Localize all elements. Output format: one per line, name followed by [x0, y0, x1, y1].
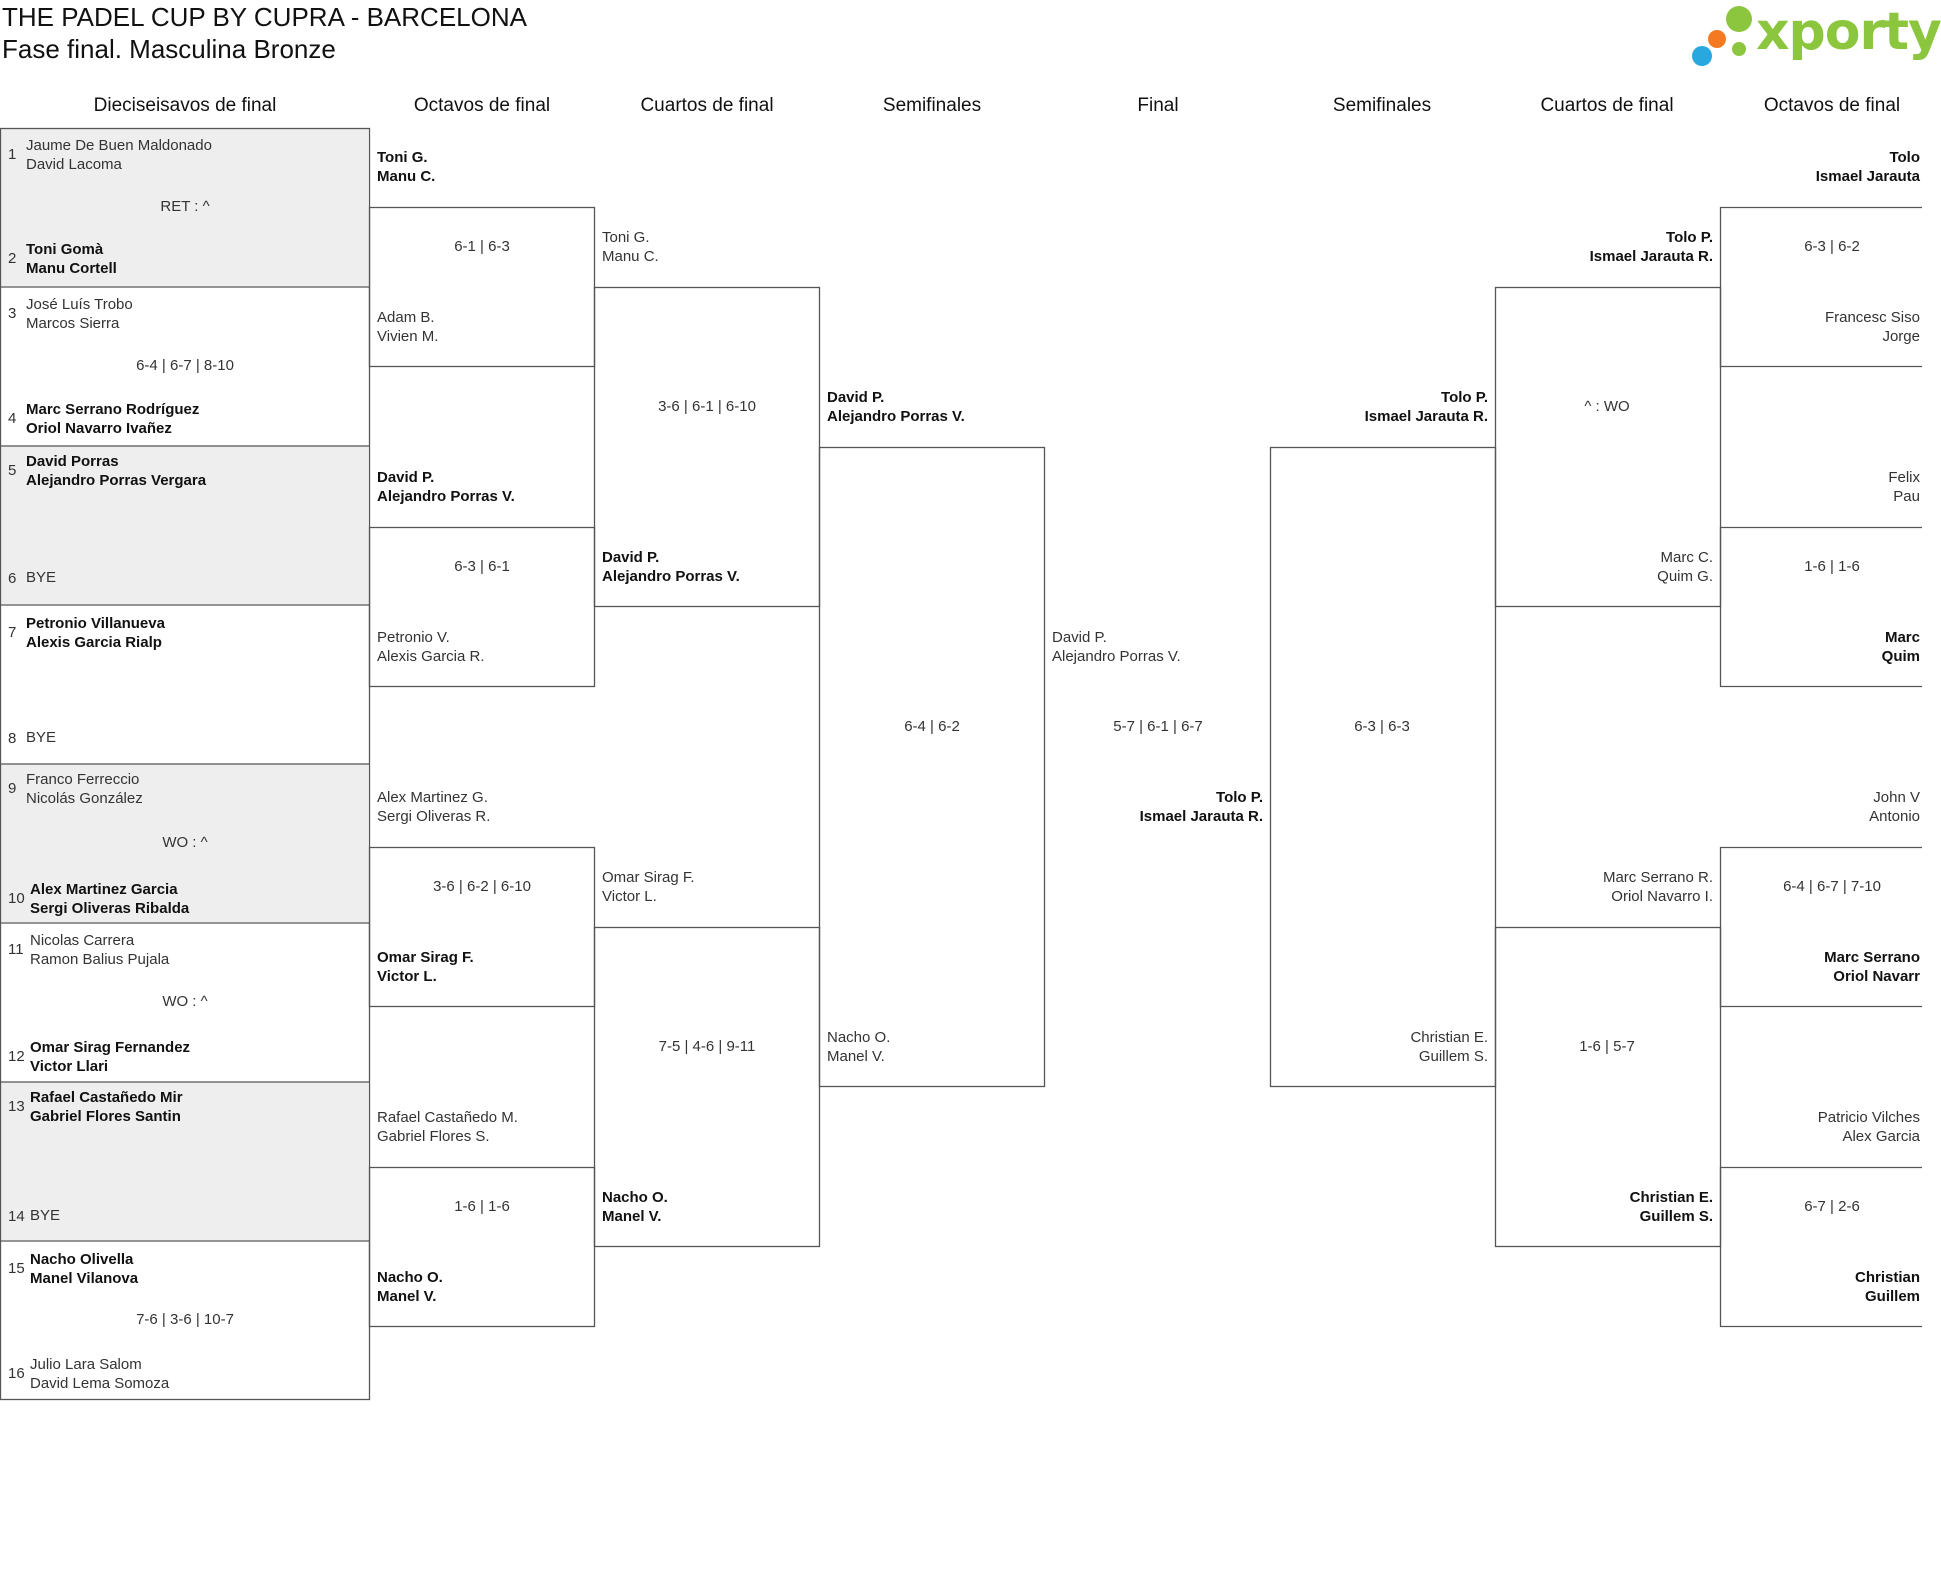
team-player1[interactable]: Francesc Siso [1824, 309, 1920, 326]
final-team-right-player2[interactable]: Ismael Jarauta R. [1139, 808, 1263, 825]
match-score: 3-6 | 6-1 | 6-10 [658, 398, 756, 415]
match-score: 6-3 | 6-1 [454, 558, 510, 575]
match-score: 6-7 | 2-6 [1804, 1198, 1860, 1215]
team-player2[interactable]: Victor L. [602, 888, 657, 905]
team-player2[interactable]: Alejandro Porras V. [377, 488, 515, 505]
team-player1[interactable]: Petronio Villanueva [26, 615, 165, 632]
team-player1[interactable]: Jaume De Buen Maldonado [26, 137, 212, 154]
final-team-left-player1[interactable]: David P. [1052, 629, 1107, 646]
team-player2[interactable]: Gabriel Flores Santin [30, 1108, 181, 1125]
match-score: 1-6 | 1-6 [454, 1198, 510, 1215]
team-player1[interactable]: Nacho Olivella [30, 1251, 134, 1268]
team-player2[interactable]: Oriol Navarr [1833, 968, 1920, 985]
seed-number: 14 [8, 1208, 25, 1225]
team-player1[interactable]: Marc Serrano [1824, 949, 1920, 966]
seed-number: 4 [8, 410, 17, 427]
team-player1[interactable]: Nicolas Carrera [30, 932, 135, 949]
seed-number: 2 [8, 250, 17, 267]
team-player2[interactable]: Sergi Oliveras Ribalda [30, 900, 190, 917]
seed-number: 12 [8, 1048, 25, 1065]
team-player1[interactable]: Tolo [1889, 149, 1920, 166]
tournament-title: THE PADEL CUP BY CUPRA - BARCELONA [2, 2, 527, 32]
col-header-r16-right: Octavos de final [1763, 95, 1901, 116]
team-player2[interactable]: Manel V. [377, 1288, 437, 1305]
team-player1[interactable]: David P. [827, 389, 885, 406]
team-player2[interactable]: Manel Vilanova [30, 1270, 139, 1287]
match-score: RET : ^ [160, 198, 210, 215]
team-player1[interactable]: Tolo P. [1441, 389, 1488, 406]
team-player1[interactable]: Marc Serrano Rodríguez [26, 401, 200, 418]
team-player1[interactable]: Nacho O. [602, 1189, 668, 1206]
team-player1[interactable]: Rafael Castañedo M. [377, 1109, 518, 1126]
team-player1[interactable]: David Porras [26, 453, 119, 470]
col-header-sf-right: Semifinales [1332, 95, 1432, 116]
final-score: 5-7 | 6-1 | 6-7 [1113, 718, 1203, 735]
seed-number: 13 [8, 1098, 25, 1115]
team-player2[interactable]: David Lacoma [26, 156, 122, 173]
match-score: 7-5 | 4-6 | 9-11 [658, 1038, 756, 1055]
col-header-qf-left: Cuartos de final [640, 95, 774, 116]
team-player1[interactable]: Toni G. [377, 149, 428, 166]
seed-number: 9 [8, 780, 17, 797]
team-player2[interactable]: Oriol Navarro I. [1611, 888, 1713, 905]
team-player2[interactable]: Guillem [1864, 1288, 1920, 1305]
team-player2[interactable]: Manel V. [602, 1208, 662, 1225]
team-player1[interactable]: Christian E. [1629, 1189, 1713, 1206]
team-player1[interactable]: Patricio Vilches [1817, 1109, 1920, 1126]
team-player2[interactable]: Nicolás González [26, 790, 143, 807]
team-player1[interactable]: Petronio V. [377, 629, 450, 646]
team-player2[interactable]: Alexis Garcia R. [377, 648, 485, 665]
match-score: 1-6 | 5-7 [1579, 1038, 1635, 1055]
seed-number: 10 [8, 890, 25, 907]
draw-subtitle: Fase final. Masculina Bronze [2, 34, 336, 64]
match-score: 6-4 | 6-7 | 7-10 [1783, 878, 1881, 895]
col-header-r32: Dieciseisavos de final [93, 95, 277, 116]
team-player1[interactable]: Toni G. [602, 229, 650, 246]
seed-number: 7 [8, 624, 17, 641]
seed-number: 16 [8, 1365, 25, 1382]
team-player1[interactable]: Marc [1884, 629, 1920, 646]
team-player1[interactable]: Felix [1888, 469, 1920, 486]
team-player1[interactable]: Christian E. [1410, 1029, 1488, 1046]
team-player1[interactable]: Omar Sirag F. [602, 869, 695, 886]
team-player2[interactable]: Ramon Balius Pujala [30, 951, 170, 968]
team-player1[interactable]: Alex Martinez Garcia [30, 881, 178, 898]
team-player2[interactable]: Manu Cortell [26, 260, 117, 277]
team-player1[interactable]: Christian [1854, 1269, 1920, 1286]
team-player2[interactable]: Ismael Jarauta R. [1589, 248, 1713, 265]
match-score: 6-4 | 6-2 [904, 718, 960, 735]
team-player2[interactable]: Pau [1893, 488, 1920, 505]
team-player2[interactable]: Oriol Navarro Ivañez [26, 420, 172, 437]
team-player1[interactable]: Omar Sirag F. [377, 949, 474, 966]
final-team-left-player2[interactable]: Alejandro Porras V. [1052, 648, 1181, 665]
match-score: 6-1 | 6-3 [454, 238, 510, 255]
team-player1[interactable]: BYE [26, 569, 57, 586]
team-player1[interactable]: Alex Martinez G. [377, 789, 488, 806]
team-player1[interactable]: Marc C. [1660, 549, 1713, 566]
seed-number: 15 [8, 1260, 25, 1277]
team-player1[interactable]: Omar Sirag Fernandez [30, 1039, 191, 1056]
team-player2[interactable]: Antonio [1869, 808, 1920, 825]
team-player1[interactable]: Nacho O. [827, 1029, 891, 1046]
team-player1[interactable]: David P. [377, 469, 435, 486]
team-player2[interactable]: Alejandro Porras Vergara [26, 472, 207, 489]
team-player1[interactable]: Tolo P. [1666, 229, 1713, 246]
col-header-qf-right: Cuartos de final [1540, 95, 1674, 116]
team-player2[interactable]: Sergi Oliveras R. [377, 808, 491, 825]
team-player2[interactable]: Ismael Jarauta R. [1364, 408, 1488, 425]
team-player2[interactable]: Vivien M. [377, 328, 439, 345]
seed-number: 3 [8, 305, 17, 322]
team-player1[interactable]: José Luís Trobo [26, 296, 133, 313]
match-score: 6-4 | 6-7 | 8-10 [136, 357, 234, 374]
team-player2[interactable]: Quim [1881, 648, 1920, 665]
col-header-final: Final [1137, 95, 1179, 116]
team-player2[interactable]: Alexis Garcia Rialp [26, 634, 162, 651]
team-player2[interactable]: Manu C. [377, 168, 436, 185]
team-player2[interactable]: Alejandro Porras V. [602, 568, 740, 585]
team-player1[interactable]: BYE [30, 1207, 61, 1224]
seed-number: 5 [8, 462, 17, 479]
team-player2[interactable]: Quim G. [1657, 568, 1713, 585]
team-player2[interactable]: Victor Llari [30, 1058, 109, 1075]
team-player2[interactable]: Guillem S. [1418, 1048, 1488, 1065]
final-team-right-player1[interactable]: Tolo P. [1216, 789, 1263, 806]
team-player2[interactable]: Alejandro Porras V. [827, 408, 965, 425]
team-player1[interactable]: Adam B. [377, 309, 435, 326]
seed-number: 6 [8, 570, 17, 587]
seed-number: 8 [8, 730, 17, 747]
col-header-r16-left: Octavos de final [413, 95, 551, 116]
seed-number: 1 [8, 146, 17, 163]
sf-right-score: 6-3 | 6-3 [1354, 718, 1410, 735]
col-header-sf-left: Semifinales [882, 95, 982, 116]
team-player2[interactable]: Manel V. [827, 1048, 885, 1065]
team-player1[interactable]: Marc Serrano R. [1602, 869, 1713, 886]
team-player2[interactable]: Alex Garcia [1842, 1128, 1920, 1145]
team-player1[interactable]: Rafael Castañedo Mir [30, 1089, 183, 1106]
match-score: 6-3 | 6-2 [1804, 238, 1860, 255]
team-player2[interactable]: Jorge [1882, 328, 1920, 345]
team-player1[interactable]: Nacho O. [377, 1269, 443, 1286]
team-player2[interactable]: Marcos Sierra [26, 315, 120, 332]
team-player1[interactable]: David P. [602, 549, 660, 566]
team-player2[interactable]: Guillem S. [1639, 1208, 1713, 1225]
team-player2[interactable]: Ismael Jarauta [1815, 168, 1920, 185]
team-player1[interactable]: John V [1873, 789, 1920, 806]
logo-text: xporty [1756, 2, 1941, 62]
seed-number: 11 [8, 941, 24, 958]
team-player2[interactable]: Gabriel Flores S. [377, 1128, 490, 1145]
match-score: WO : ^ [162, 993, 208, 1010]
team-player1[interactable]: Toni Gomà [26, 241, 104, 258]
team-player1[interactable]: Franco Ferreccio [26, 771, 140, 788]
team-player2[interactable]: David Lema Somoza [30, 1375, 170, 1392]
match-score: 3-6 | 6-2 | 6-10 [433, 878, 531, 895]
team-player2[interactable]: Manu C. [602, 248, 659, 265]
match-score: ^ : WO [1584, 398, 1630, 415]
match-score: 1-6 | 1-6 [1804, 558, 1860, 575]
team-player1[interactable]: BYE [26, 729, 57, 746]
match-score: WO : ^ [162, 834, 208, 851]
team-player2[interactable]: Victor L. [377, 968, 437, 985]
match-score: 7-6 | 3-6 | 10-7 [136, 1311, 234, 1328]
team-player1[interactable]: Julio Lara Salom [30, 1356, 142, 1373]
